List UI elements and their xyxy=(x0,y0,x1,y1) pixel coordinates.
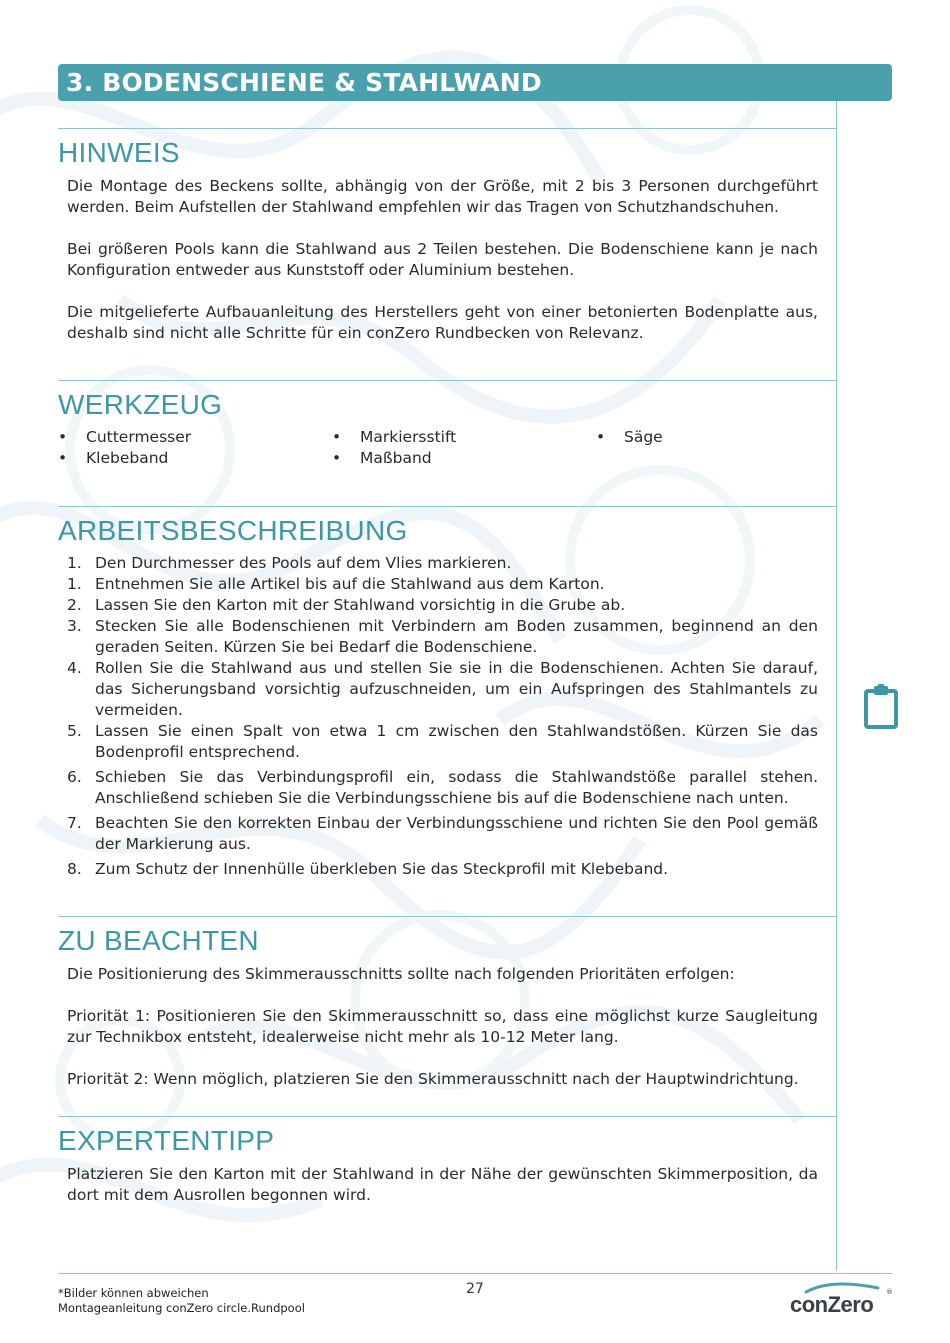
paragraph: Bei größeren Pools kann die Stahlwand aus 2 Teilen bestehen. Die Bodenschiene kann je nach Konfiguration entweder aus Kunststoff oder Aluminium bestehen. xyxy=(67,240,818,279)
footer-rule xyxy=(58,1273,892,1274)
section-zu-beachten xyxy=(58,916,836,1090)
step-number: 8. xyxy=(67,860,82,878)
page-number: 27 xyxy=(466,1281,484,1297)
brand-logo xyxy=(790,1282,894,1318)
step-number: 7. xyxy=(67,814,82,832)
paragraph: Platzieren Sie den Karton mit der Stahlwand in der Nähe der gewünschten Skimmerposition, da dort mit dem Ausrollen begonnen wird. xyxy=(67,1165,818,1204)
bullet: • xyxy=(58,449,68,467)
list-item xyxy=(67,859,818,880)
list-item xyxy=(67,553,818,574)
section-rule xyxy=(58,1116,836,1117)
bullet: • xyxy=(332,449,342,467)
step-number: 1. xyxy=(67,575,82,593)
tool-label: Maßband xyxy=(360,449,432,467)
side-divider xyxy=(836,101,837,1271)
step-number: 5. xyxy=(67,722,82,740)
section-rule xyxy=(58,128,836,129)
section-title: WERKZEUG xyxy=(58,389,223,420)
step-text: Beachten Sie den korrekten Einbau der Verbindungsschiene und richten Sie den Pool gemäß der Markierung aus. xyxy=(95,814,818,853)
section-hinweis xyxy=(58,128,836,344)
chapter-header-bar xyxy=(58,64,892,101)
tool-label: Säge xyxy=(624,428,663,446)
bullet: • xyxy=(332,428,342,446)
list-item xyxy=(67,595,818,616)
step-number: 4. xyxy=(67,659,82,677)
step-list xyxy=(67,553,818,880)
section-rule xyxy=(58,380,836,381)
step-number: 3. xyxy=(67,617,82,635)
list-item xyxy=(67,616,818,658)
section-werkzeug xyxy=(58,380,836,471)
step-text: Den Durchmesser des Pools auf dem Vlies markieren. xyxy=(95,554,512,572)
list-item xyxy=(67,658,818,721)
step-text: Rollen Sie die Stahlwand aus und stellen Sie sie in die Bodenschienen. Achten Sie darauf, das Sicherungsband vorsichtig aufzuschneiden, um ein Aufspringen des Stahlmantels zu vermeiden. xyxy=(95,659,818,719)
step-number: 1. xyxy=(67,554,82,572)
list-item xyxy=(67,574,818,595)
chapter-title: 3. BODENSCHIENE & STAHLWAND xyxy=(66,68,542,97)
list-item xyxy=(67,721,818,763)
paragraph: Die Positionierung des Skimmerausschnitts sollte nach folgenden Prioritäten erfolgen: xyxy=(67,965,735,983)
tool-label: Klebeband xyxy=(86,449,169,467)
list-item xyxy=(67,767,818,809)
step-number: 2. xyxy=(67,596,82,614)
step-text: Entnehmen Sie alle Artikel bis auf die Stahlwand aus dem Karton. xyxy=(95,575,605,593)
section-rule xyxy=(58,506,836,507)
clipboard-icon xyxy=(863,684,899,730)
footer-doc-title: Montageanleitung conZero circle.Rundpool xyxy=(58,1301,305,1315)
list-item xyxy=(67,813,818,855)
step-text: Lassen Sie einen Spalt von etwa 1 cm zwischen den Stahlwandstößen. Kürzen Sie das Bodenprofil entsprechend. xyxy=(95,722,818,761)
section-title: ARBEITSBESCHREIBUNG xyxy=(58,515,408,546)
step-text: Zum Schutz der Innenhülle überkleben Sie das Steckprofil mit Klebeband. xyxy=(95,860,669,878)
bullet: • xyxy=(58,428,68,446)
step-number: 6. xyxy=(67,768,82,786)
section-arbeitsbeschreibung xyxy=(58,506,836,880)
section-title: EXPERTENTIPP xyxy=(58,1125,275,1156)
paragraph: Priorität 1: Positionieren Sie den Skimmerausschnitt so, dass eine möglichst kurze Saugleitung zur Technikbox entsteht, idealerweise nicht mehr als 10-12 Meter lang. xyxy=(67,1007,818,1046)
tool-label: Markiersstift xyxy=(360,428,457,446)
step-text: Lassen Sie den Karton mit der Stahlwand vorsichtig in die Grube ab. xyxy=(95,596,626,614)
footer-note: *Bilder können abweichen xyxy=(58,1286,209,1300)
registered-mark: ® xyxy=(886,1288,893,1296)
section-expertentipp xyxy=(58,1116,836,1206)
section-title: HINWEIS xyxy=(58,137,180,168)
footer-notes xyxy=(58,1286,305,1316)
paragraph: Priorität 2: Wenn möglich, platzieren Sie den Skimmerausschnitt nach der Hauptwindrichtung. xyxy=(67,1070,799,1088)
tool-label: Cuttermesser xyxy=(86,428,192,446)
tool-list xyxy=(58,427,836,471)
logo-wordmark: conZero xyxy=(790,1292,874,1317)
bullet: • xyxy=(596,428,606,446)
paragraph: Die mitgelieferte Aufbauanleitung des Herstellers geht von einer betonierten Bodenplatte aus, deshalb sind nicht alle Schritte für ein conZero Rundbecken von Relevanz. xyxy=(67,303,818,342)
step-text: Stecken Sie alle Bodenschienen mit Verbindern am Boden zusammen, beginnend an den geraden Seiten. Kürzen Sie bei Bedarf die Bodenschiene. xyxy=(95,617,818,656)
section-title: ZU BEACHTEN xyxy=(58,925,259,956)
paragraph: Die Montage des Beckens sollte, abhängig von der Größe, mit 2 bis 3 Personen durchgeführt werden. Beim Aufstellen der Stahlwand empfehlen wir das Tragen von Schutzhandschuhen. xyxy=(67,177,818,216)
step-text: Schieben Sie das Verbindungsprofil ein, sodass die Stahlwandstöße parallel stehen. Anschließend schieben Sie die Verbindungsschiene bis auf die Bodenschiene nach unten. xyxy=(95,768,818,807)
section-rule xyxy=(58,916,836,917)
